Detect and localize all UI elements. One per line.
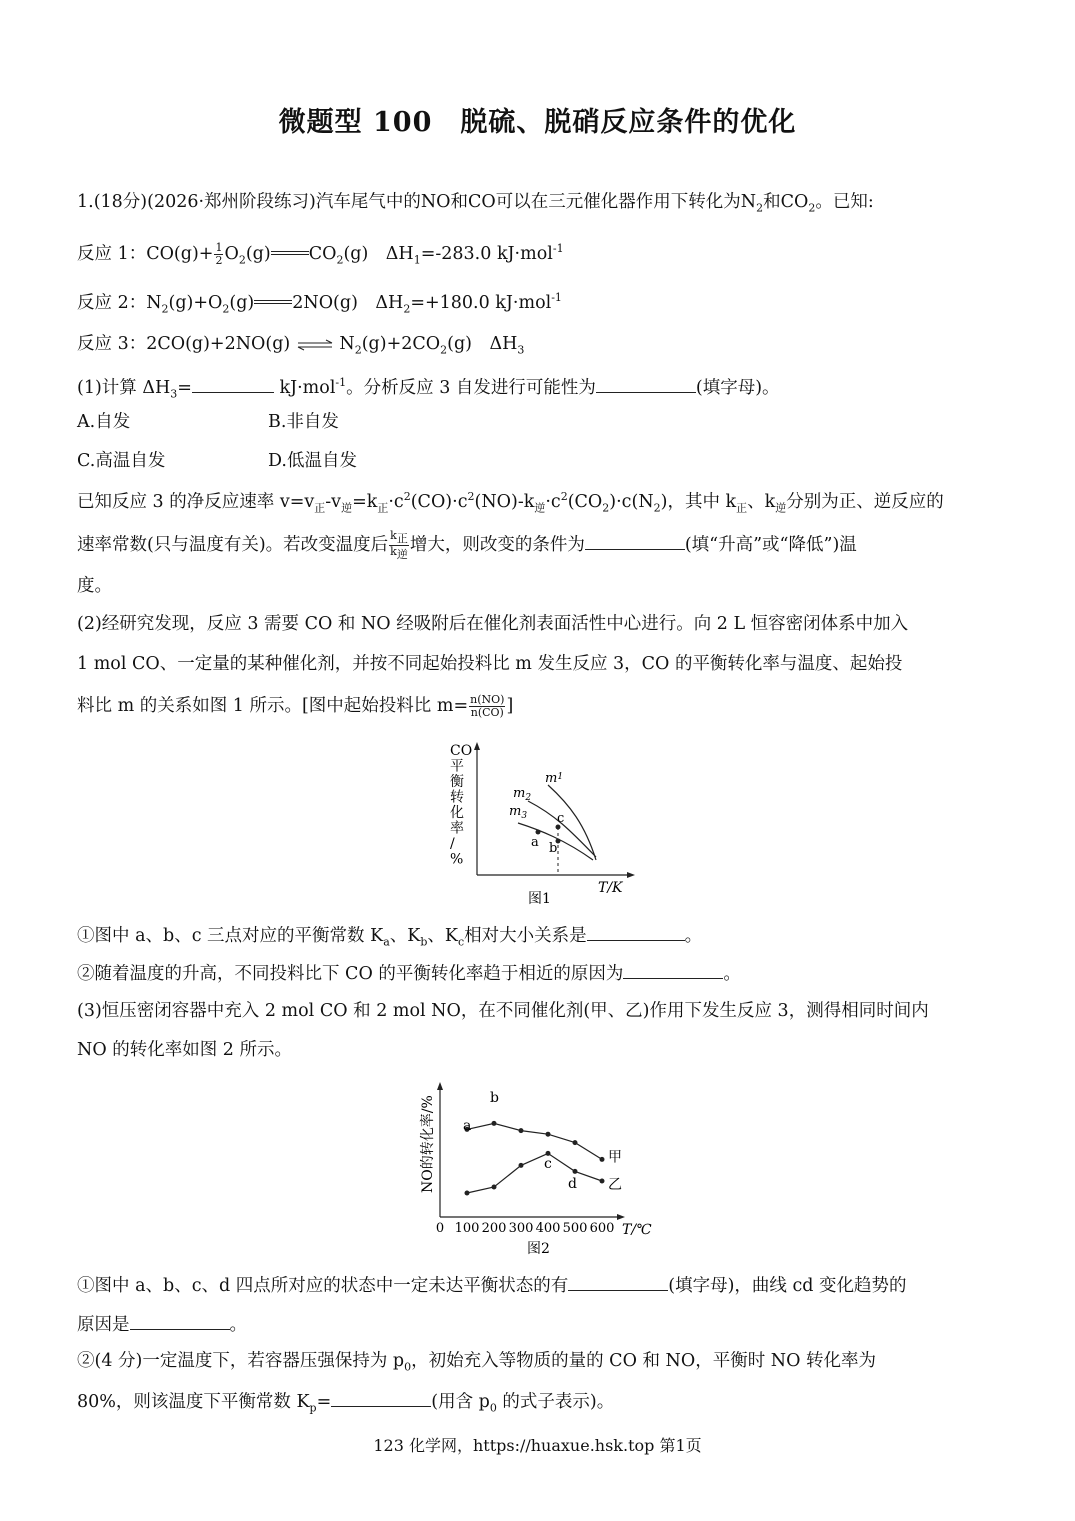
fig1-ylabel-char: CO: [450, 743, 473, 759]
fig2-label-a: a: [463, 1118, 472, 1134]
fig2-xtick-label: 600: [589, 1221, 615, 1236]
fig2-y-axis-label: NO的转化率/%: [420, 1095, 436, 1193]
fig1-label-m3: $m_3$: [509, 804, 528, 821]
option-a[interactable]: A.自发: [77, 412, 131, 432]
equals-arrow: [271, 249, 309, 259]
figure-1: [440, 735, 640, 910]
fig1-x-axis-label: T/K: [598, 880, 623, 896]
fig2-xtick-label: 0: [435, 1221, 445, 1236]
rate-question-end: 度。: [77, 576, 112, 596]
fig1-ylabel-char: 转: [450, 789, 464, 806]
fig1-y-axis-label: [450, 743, 472, 868]
fig1-ylabel-char: 化: [450, 805, 464, 821]
k-ratio-fraction: $\frac{k_正}{k_逆}$: [390, 529, 408, 562]
reaction-2: 反应 2：$N_2(g)+O_2(g)$ 2NO(g) $\Delta H_2=+180.0$ kJ·mol$^{-1}$: [77, 291, 562, 316]
answer-blank[interactable]: [192, 374, 274, 393]
reversible-arrow-icon: [296, 339, 334, 351]
part-3-question-1-cont: 原因是 。: [77, 1311, 247, 1337]
fig2-caption: 图2: [527, 1241, 550, 1257]
fig1-label-m2: $m_2$: [513, 786, 532, 803]
fig1-ylabel-char: /: [450, 836, 455, 852]
part-1-question: (1)计算 $\Delta H_3= kJ\cdot mol^{-1}$。分析反应 3 自发进行可能性为 (填字母)。: [77, 371, 780, 406]
fig1-x-arrow-icon: [627, 872, 635, 878]
rate-equation: 已知反应 3 的净反应速率 $v=v_正-v_逆=k_正\cdot c^2(CO)\cdot c^2(NO)-k_逆\cdot c^2(CO_2)\cdot c(N_2)$，其中 $k_正$、$k_逆$分别为正、逆反应的: [77, 490, 944, 515]
part-3-line-2: NO 的转化率如图 2 所示。: [77, 1040, 292, 1060]
fig1-label-m1: $m^1$: [545, 771, 564, 786]
fig2-xtick-label: 500: [562, 1221, 588, 1236]
fig2-series-name: 乙: [608, 1177, 622, 1193]
fig1-label-b: b: [549, 841, 558, 856]
fig1-label-c: c: [557, 811, 565, 826]
fig2-point: [492, 1185, 497, 1190]
fig2-point: [492, 1121, 497, 1126]
feed-ratio-fraction: $\frac{n(NO)}{n(CO)}$: [470, 693, 505, 719]
fig1-caption: 图1: [528, 891, 551, 907]
part-3-line-1: (3)恒压密闭容器中充入 2 mol CO 和 2 mol NO，在不同催化剂(甲、乙)作用下发生反应 3，测得相同时间内: [77, 1001, 929, 1021]
fig2-point: [546, 1132, 551, 1137]
fig2-point: [600, 1157, 605, 1162]
fig2-series-name: 甲: [608, 1149, 622, 1166]
fig2-series-line: [467, 1123, 602, 1159]
fig1-ylabel-char: 衡: [450, 774, 464, 790]
part-3-question-2-cont: 80%，则该温度下平衡常数 $K_p=$ (用含 $p_0$ 的式子表示)。: [77, 1388, 614, 1421]
fig2-xtick-label: 300: [508, 1221, 534, 1236]
equals-arrow: [254, 298, 292, 308]
fig2-label-c: c: [544, 1156, 552, 1172]
part-2-line-2: 1 mol CO、一定量的某种催化剂，并按不同起始投料比 m 发生反应 3，CO 的平衡转化率与温度、起始投: [77, 654, 903, 674]
figure-2: [400, 1075, 670, 1265]
fig2-xtick-label: 400: [535, 1221, 561, 1236]
question-intro: 1.(18分)(2026·郑州阶段练习)汽车尾气中的NO和CO可以在三元催化器作用下转化为$N_2$和$CO_2$。已知:: [77, 192, 874, 215]
part-2-line-1: (2)经研究发现，反应 3 需要 CO 和 NO 经吸附后在催化剂表面活性中心进行。向 2 L 恒容密闭体系中加入: [77, 614, 909, 634]
fig2-y-arrow-icon: [437, 1082, 443, 1090]
fig1-ylabel-char: %: [450, 851, 464, 868]
fig2-point: [573, 1140, 578, 1145]
fig2-x-arrow-icon: [617, 1214, 625, 1220]
fig2-label-d: d: [568, 1176, 577, 1192]
page-footer: 123 化学网，https://huaxue.hsk.top 第1页: [373, 1436, 702, 1455]
part-2-question-2: ②随着温度的升高，不同投料比下 CO 的平衡转化率趋于相近的原因为 。: [77, 960, 741, 986]
reaction-3: 反应 3：2CO(g)+2NO(g) $N_2(g)+2CO_2(g)$ $\Delta H_3$: [77, 334, 525, 357]
part-3-question-1: ①图中 a、b、c、d 四点所对应的状态中一定未达平衡状态的有 (填字母)，曲线 cd 变化趋势的: [77, 1272, 907, 1298]
fig2-point: [465, 1191, 470, 1196]
answer-blank[interactable]: [331, 1388, 431, 1407]
fig2-xtick-label: 200: [481, 1221, 507, 1236]
reaction-1: 反应 1：CO(g)+ $\frac{1}{2}$ $O_2(g)$ $CO_2(g)$ $\Delta H_1=-283.0$ kJ·mol$^{-1}$: [77, 240, 564, 267]
part-2-line-3: 料比 m 的关系如图 1 所示。[图中起始投料比 m= $\frac{n(NO)}{n(CO)}$ ]: [77, 693, 514, 719]
fig2-point: [600, 1179, 605, 1184]
fig2-xtick-label: 100: [454, 1221, 480, 1236]
answer-blank[interactable]: [623, 960, 723, 979]
fig1-point-a: [536, 830, 541, 835]
answer-blank[interactable]: [568, 1272, 668, 1291]
fig2-point: [573, 1169, 578, 1174]
rate-question: 速率常数(只与温度有关)。若改变温度后 $\frac{k_正}{k_逆}$ 增大，则改变的条件为 (填“升高”或“降低”)温: [77, 529, 857, 562]
answer-blank[interactable]: [585, 531, 685, 550]
part-2-question-1: ①图中 a、b、c 三点对应的平衡常数 $K_a$、$K_b$、$K_c$相对大小关系是 。: [77, 922, 702, 955]
answer-blank[interactable]: [130, 1311, 230, 1330]
option-d[interactable]: D.低温自发: [268, 451, 357, 471]
fig2-point: [519, 1163, 524, 1168]
fig1-ylabel-char: 率: [450, 820, 464, 837]
fig1-label-a: a: [531, 835, 539, 850]
fig1-y-arrow-icon: [474, 742, 480, 750]
page-title: 微题型 100 脱硫、脱硝反应条件的优化: [278, 107, 797, 138]
part-3-question-2: ②(4 分)一定温度下，若容器压强保持为 $p_0$，初始充入等物质的量的 CO 和 NO，平衡时 NO 转化率为: [77, 1351, 876, 1374]
fig2-x-ticks: [436, 1221, 615, 1236]
fig2-x-axis-label: T/℃: [622, 1222, 652, 1238]
answer-blank[interactable]: [587, 922, 685, 941]
fig2-point: [519, 1128, 524, 1133]
fig1-ylabel-char: 平: [450, 758, 464, 775]
fig2-label-b: b: [490, 1090, 499, 1106]
option-c[interactable]: C.高温自发: [77, 451, 166, 471]
fig2-series-line: [467, 1153, 602, 1193]
option-b[interactable]: B.非自发: [268, 412, 339, 432]
answer-blank[interactable]: [596, 374, 696, 393]
